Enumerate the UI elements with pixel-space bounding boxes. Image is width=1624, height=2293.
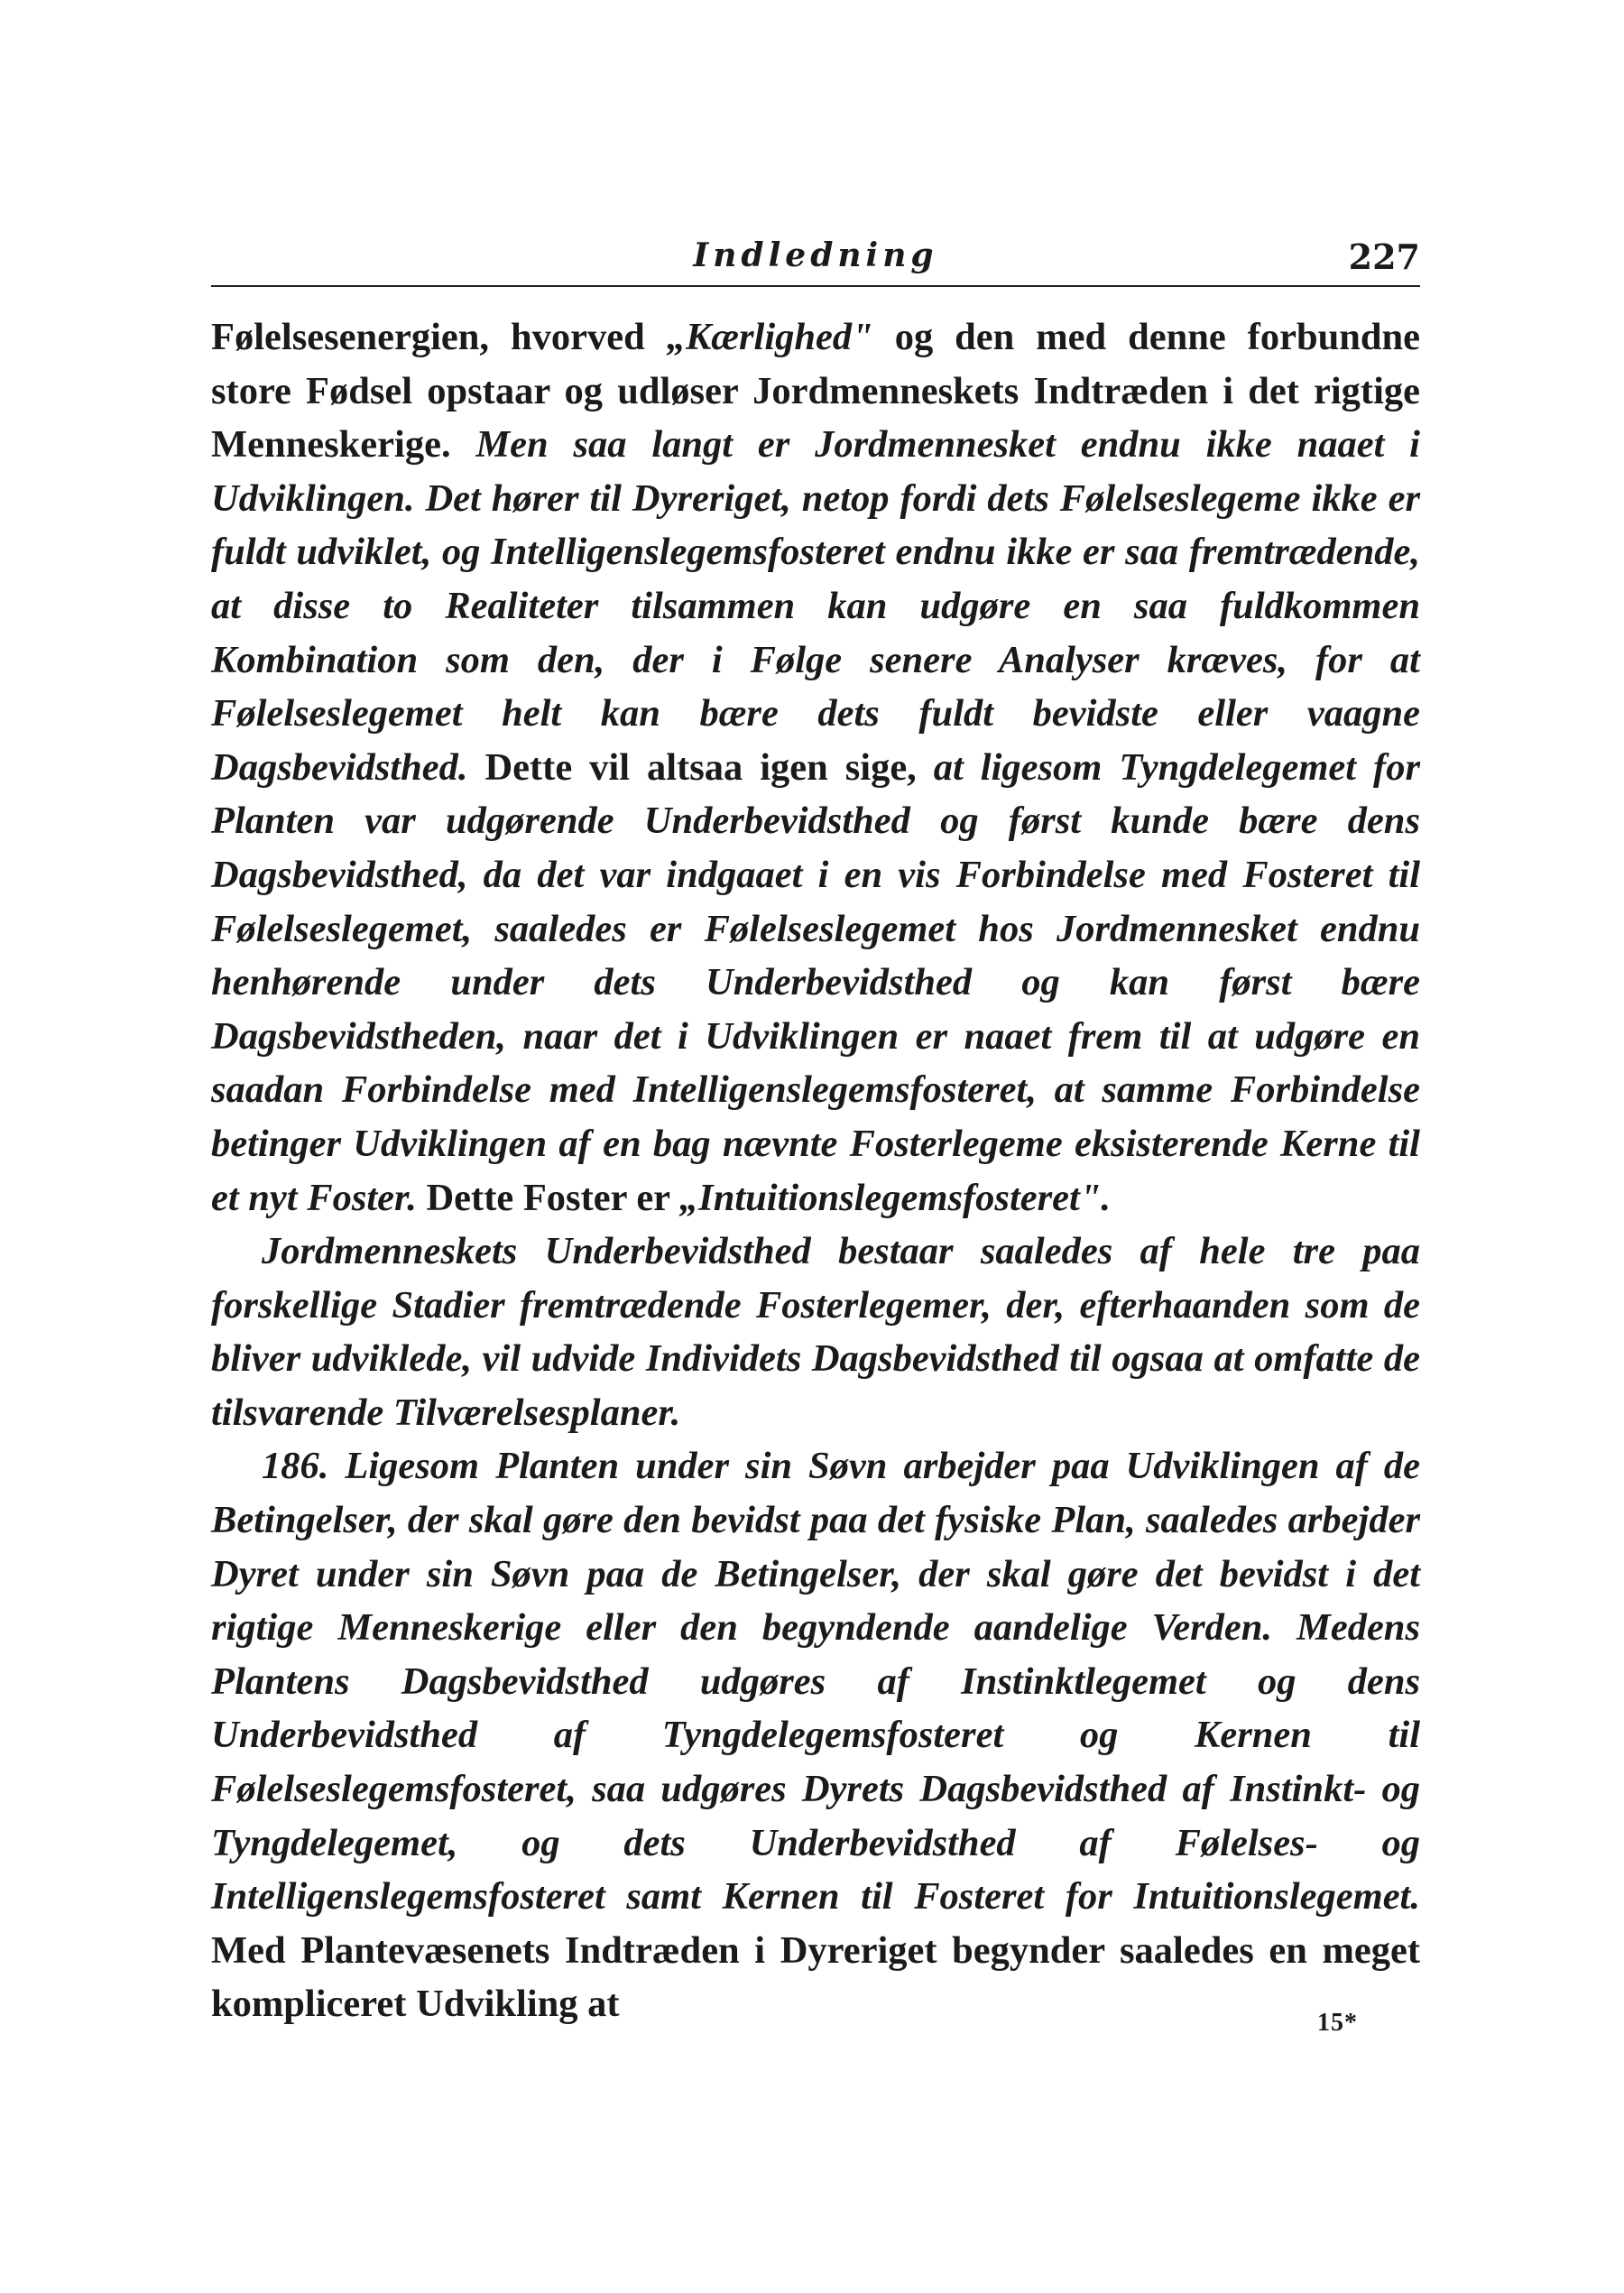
italic-text: at ligesom Tyngdelegemet for Planten var udgørende Underbevidsthed og først kunde bære dens Dagsbevidsthed, da det var indgaaet i en vis Forbindelse med Fosteret til Følelseslegemet, saaledes er Følelseslegemet hos Jordmennesket endnu henhørende under dets Underbevidsthed og kan først bære Dagsbevidstheden, naar det i Udviklingen er naaet frem til at udgøre en saadan Forbindelse med Intelligenslegemsfosteret, at samme Forbindelse betinger Udviklingen af en bag nævnte Fosterlegeme eksisterende Kerne til et nyt Foster. xyxy=(211,745,1420,1219)
roman-text: Med Plantevæsenets Indtræden i Dyreriget begynder saaledes en meget kompliceret Udvikling at xyxy=(211,1928,1420,2026)
page-header xyxy=(211,236,1420,287)
italic-text: Men saa langt er Jordmennesket endnu ikke naaet i Udviklingen. Det hører til Dyreriget, netop fordi dets Følelseslegeme ikke er fuldt udviklet, og Intelligenslegemsfosteret endnu ikke er saa fremtrædende, at disse to Realiteter tilsammen kan udgøre en saa fuldkommen Kombination som den, der i Følge senere Analyser kræves, for at Følelseslegemet helt kan bære dets fuldt bevidste eller vaagne Dagsbevidsthed. xyxy=(211,423,1420,789)
paragraph xyxy=(211,1225,1420,1439)
roman-text: Dette Foster er xyxy=(416,1176,679,1219)
italic-text: „Kærlighed" xyxy=(666,316,873,358)
italic-text: „Intuitionslegemsfosteret". xyxy=(678,1176,1112,1219)
roman-text: Følelsesenergien, hvorved xyxy=(211,316,667,358)
roman-text: Dette vil altsaa igen sige, xyxy=(467,745,934,789)
header-rule xyxy=(211,285,1420,287)
italic-text: Jordmenneskets Underbevidsthed bestaar saaledes af hele tre paa forskellige Stadier fremtrædende Fosterlegemer, der, efterhaanden som de bliver udviklede, vil udvide Individets Dagsbevidsthed til ogsaa at omfatte de tilsvarende Tilværelsesplaner. xyxy=(211,1230,1420,1434)
body-text xyxy=(211,310,1420,2031)
roman-text: og den med denne forbundne store Fødsel opstaar og udløser Jordmenneskets Indtræden i det rigtige Menneskerige. xyxy=(211,316,1420,467)
paragraph xyxy=(211,1439,1420,2031)
signature-mark: 15* xyxy=(1317,2009,1358,2037)
running-head: Indledning xyxy=(693,236,938,274)
page-number: 227 xyxy=(1348,236,1420,277)
paragraph xyxy=(211,310,1420,1225)
book-page xyxy=(211,236,1420,2031)
italic-text: 186. Ligesom Planten under sin Søvn arbejder paa Udviklingen af de Betingelser, der skal gøre den bevidst paa det fysiske Plan, saaledes arbejder Dyret under sin Søvn paa de Betingelser, der skal gøre det bevidst i det rigtige Menneskerige eller den begyndende aandelige Verden. Medens Plantens Dagsbevidsthed udgøres af Instinktlegemet og dens Underbevidsthed af Tyngdelegemsfosteret og Kernen til Følelseslegemsfosteret, saa udgøres Dyrets Dagsbevidsthed af Instinkt- og Tyngdelegemet, og dets Underbevidsthed af Følelses- og Intelligenslegemsfosteret samt Kernen til Fosteret for Intuitionslegemet. xyxy=(211,1445,1420,1919)
